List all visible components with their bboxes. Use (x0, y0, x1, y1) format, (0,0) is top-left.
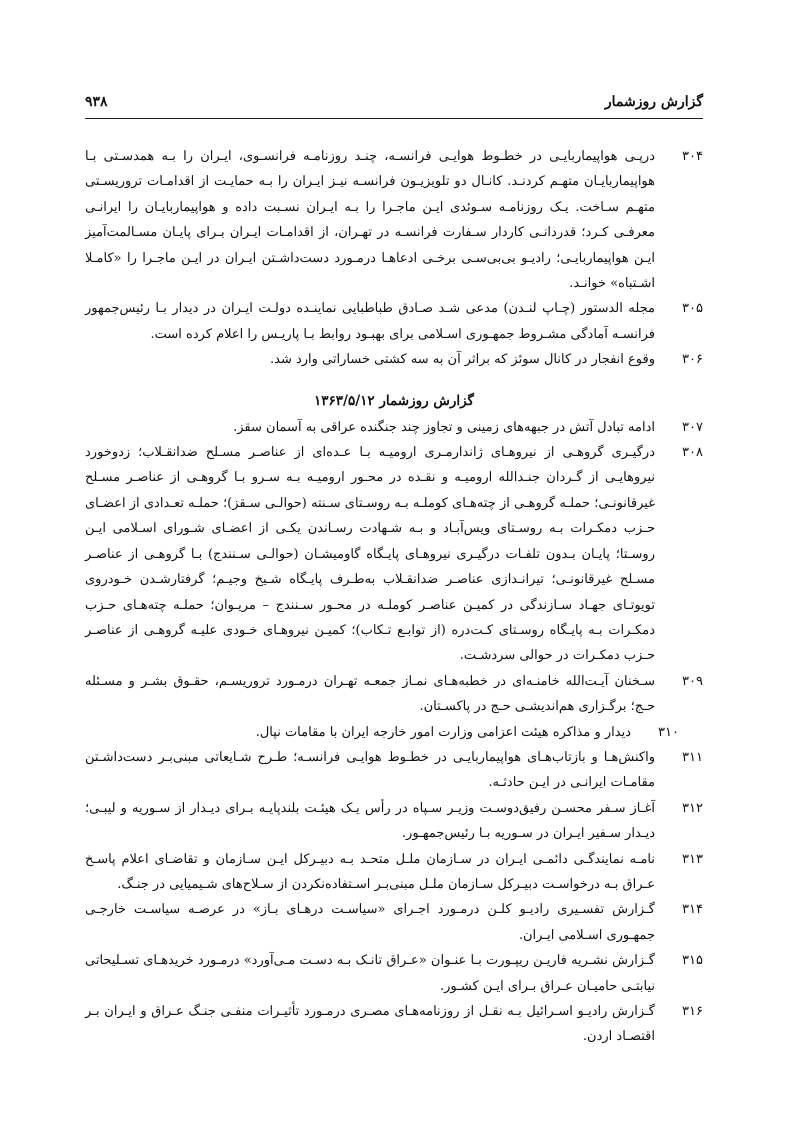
entry-number: ۳۱۱ (682, 749, 703, 765)
entry-number: ۳۰۴ (682, 149, 703, 164)
entry-text: نامـه نمایندگـی دائمـی ایـران در سـازمان ملـل متحـد بـه دبیـرکل ایـن سـازمان و تقاضـای اعلام پاسـخ عـراق بـه درخواسـت دبیـرکل سـازمان ملـل مبنی‌بـر اسـتفاده‌نکردن از سـلاح‌های شـیمیایی در جنـگ. (85, 851, 655, 892)
running-title: گزارش روزشمار (604, 94, 703, 110)
section-title: گزارش روزشمار ۱۳۶۳/۵/۱۲ (314, 392, 474, 409)
entry-number: ۳۱۳ (682, 851, 703, 867)
entry-number: ۳۱۴ (682, 902, 703, 918)
report-entry (85, 796, 703, 847)
entry-text: دیدار و مذاکره هیئت اعزامی وزارت امور خارجه ایران با مقامات نپال. (255, 724, 631, 740)
entry-text: درپـی هواپیماربایـی در خطـوط هوایـی فرانسـه، چنـد روزنامـه فرانسـوی، ایـران را بـه همدسـتی بـا هواپیماربایـان متهـم کردنـد. کانـال دو تلویزیـون فرانسـه نیـز ایـران را بـه حمایـت از اقدامـات تروریسـتی متهـم سـاخت. یـک روزنامـه سـوئدی ایـن ماجـرا را بـه ایـران نسـبت داده و هواپیماربایـان را ایرانـی معرفـی کـرد؛ قدردانـی کاردار سـفارت فرانسـه در تهـران، از اقدامـات ایـران بـرای پایـان مسـالمت‌آمیز ایـن هواپیماربایـی؛ رادیـو بی‌بی‌سـی برخـی ادعاهـا درمـورد دست‌داشـتن ایـران در ایـن ماجـرا را «کامـلا اشـتباه» خوانـد. (85, 149, 655, 292)
entry-text: واکنش‌هـا و بازتاب‌هـای هواپیماربایـی در خطـوط هوایـی فرانسـه؛ طـرح شـایعاتی مبنی‌بـر دست‌داشـتن مقامـات ایرانـی در ایـن حادثـه. (85, 749, 655, 791)
entry-text: سـخنان آیـت‌الله خامنـه‌ای در خطبه‌هـای نمـاز جمعـه تهـران درمـورد تروریسـم، حقـوق بشـر و مسـئله حـج؛ برگـزاری هم‌اندیشـی حـج در پاکسـتان. (85, 673, 655, 715)
report-entry (85, 669, 703, 720)
entry-text: گـزارش تفسـیری رادیـو کلـن درمـورد اجـرای «سیاسـت درهـای بـاز» در عرصـه سیاسـت خارجـی جمهـوری اسـلامی ایـران. (85, 902, 655, 943)
entry-number: ۳۰۹ (682, 673, 703, 689)
entry-number: ۳۱۰ (658, 724, 679, 740)
report-entry (85, 948, 703, 999)
entry-number: ۳۰۷ (682, 419, 703, 435)
entry-text: مجله الدستور (چـاپ لنـدن) مدعی شـد صـادق طباطبایی نماینـده دولـت ایـران در دیدار بـا رئیس‌جمهور فرانسـه آمادگی مشـروط جمهـوری اسـلامی برای بهبـود روابط بـا پاریـس را اعلام کرده است. (85, 301, 655, 342)
running-header (85, 88, 703, 110)
entry-number: ۳۱۲ (682, 800, 703, 816)
entry-text: گـزارش نشـریه فاریـن ریپـورت بـا عنـوان «عـراق تانـک بـه دسـت مـی‌آورد» درمـورد خریدهـای تسـلیحاتی نیابتـی حامیـان عـراق بـرای ایـن کشـور. (85, 953, 655, 994)
entry-text: آغـاز سـفر محسـن رفیق‌دوسـت وزیـر سـپاه در رأس یـک هیئـت بلندپایـه بـرای دیـدار از سـوریه و لیبـی؛ دیـدار سـفیر ایـران در سـوریه بـا رئیس‌جمهـور. (85, 800, 655, 842)
report-entry (85, 745, 703, 796)
report-entry (85, 347, 703, 372)
entry-text: ادامه تبادل آتش در جبهه‌های زمینی و تجاوز چند جنگنده عراقی به آسمان سقز. (233, 419, 655, 435)
report-entry (85, 897, 703, 948)
report-entry (85, 415, 703, 440)
page-number: ۹۳۸ (85, 94, 108, 110)
entry-text: گـزارش رادیـو اسـرائیل بـه نقـل از روزنامه‌هـای مصـری درمـورد تأثیـرات منفـی جنـگ عـراق و ایـران بـر اقتصـاد اردن. (85, 1004, 655, 1045)
entry-number: ۳۰۸ (682, 445, 703, 461)
entry-text: وقوع انفجار در کانال سوئز که براثر آن به سه کشتی خساراتی وارد شد. (269, 352, 655, 368)
entry-text: درگیـری گروهـی از نیروهـای ژاندارمـری ارومیـه بـا عـده‌ای از عناصـر مسـلح ضدانقـلاب؛ زدوخورد نیروهایـی از گـردان جنـدالله ارومیـه و نقـده در محـور ارومیـه بـه سـرو بـا گروهـی از عناصـر مسـلح غیرقانونـی؛ حملـه گروهـی از چته‌هـای کوملـه بـه روسـتای سـنته (حوالـی سـقز)؛ حملـه تعـدادی از اعضـای حـزب دمکـرات بـه روسـتای ویس‌آبـاد و بـه شـهادت رسـاندن یکـی از اعضـای شـورای اسـلامی ایـن روسـتا؛ پایـان بـدون تلفـات درگیـری نیروهـای پایـگاه گاومیشـان (حوالـی سـنندج) بـا گروهـی از عناصـر مسـلح غیرقانونـی؛ تیرانـدازی عناصـر ضدانقـلاب به‌طـرف پایـگاه شـیخ وجیـم؛ گرفتارشـدن خـودروی تویوتـای جهـاد سـازندگی در کمیـن عناصـر کوملـه در محـور سـنندج – مریـوان؛ حملـه چته‌هـای حـزب دمکـرات بـه پایـگاه روسـتای کـت‌دره (از توابـع تـکاب)؛ کمیـن نیروهـای خـودی علیـه گروهـی از عناصـر حـزب دمکـرات در حوالی سردشـت. (85, 445, 655, 664)
report-entry (85, 847, 703, 898)
report-body (85, 144, 703, 1050)
report-entry (85, 144, 703, 296)
header-rule (85, 118, 703, 119)
entry-number: ۳۰۶ (682, 352, 703, 368)
report-entry (85, 720, 703, 745)
report-entry (85, 440, 703, 669)
report-entry (85, 296, 703, 347)
report-entry (85, 999, 703, 1050)
entry-number: ۳۰۵ (682, 301, 703, 317)
entry-number: ۳۱۶ (682, 1004, 703, 1019)
entry-number: ۳۱۵ (682, 953, 703, 969)
